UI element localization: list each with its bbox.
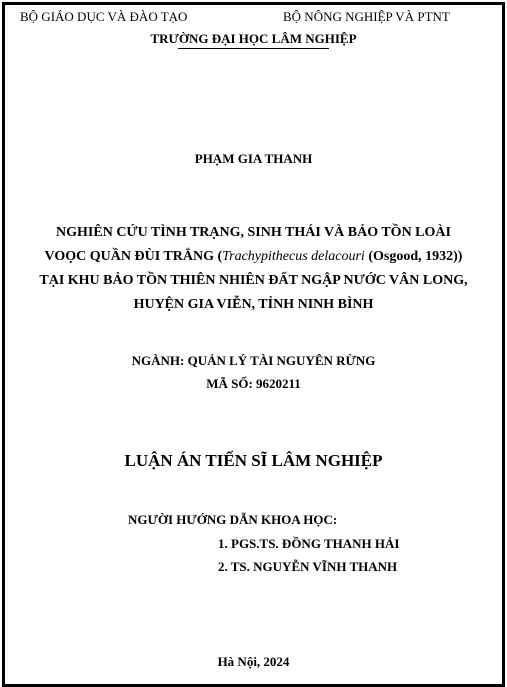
author-name: PHẠM GIA THANH [194, 151, 313, 166]
university-name: TRƯỜNG ĐẠI HỌC LÂM NGHIỆP [150, 31, 357, 46]
ministry-agriculture: BỘ NÔNG NGHIỆP VÀ PTNT [283, 9, 450, 24]
ministry-education: BỘ GIÁO DỤC VÀ ĐÀO TẠO [20, 9, 188, 24]
page-border [2, 2, 505, 687]
major: NGÀNH: QUẢN LÝ TÀI NGUYÊN RỪNG [131, 353, 376, 368]
supervisors-label: NGƯỜI HƯỚNG DẪN KHOA HỌC: [128, 512, 338, 527]
title-line-1: NGHIÊN CỨU TÌNH TRẠNG, SINH THÁI VÀ BẢO TỒN LOÀI [56, 225, 451, 240]
title-line-2-prefix: VOỌC QUẦN ĐÙI TRẮNG ( [44, 249, 223, 264]
place-date: Hà Nội, 2024 [217, 654, 290, 669]
title-line-4: HUYỆN GIA VIỄN, TỈNH NINH BÌNH [133, 297, 374, 312]
thesis-title [10, 221, 497, 317]
supervisor-item: 1. PGS.TS. ĐỒNG THANH HẢI [218, 536, 400, 551]
title-line-3: TẠI KHU BẢO TỒN THIÊN NHIÊN ĐẤT NGẬP NƯỚC VÂN LONG, [39, 273, 468, 288]
title-line-2 [10, 245, 497, 269]
university-underline [178, 48, 329, 49]
scientific-name: Trachypithecus delacouri [222, 249, 365, 264]
major-code: MÃ SỐ: 9620211 [206, 376, 301, 391]
supervisor-item: 2. TS. NGUYỄN VĨNH THANH [218, 559, 398, 574]
title-line-2-suffix: (Osgood, 1932)) [364, 249, 463, 264]
degree-title: LUẬN ÁN TIẾN SĨ LÂM NGHIỆP [124, 451, 383, 470]
